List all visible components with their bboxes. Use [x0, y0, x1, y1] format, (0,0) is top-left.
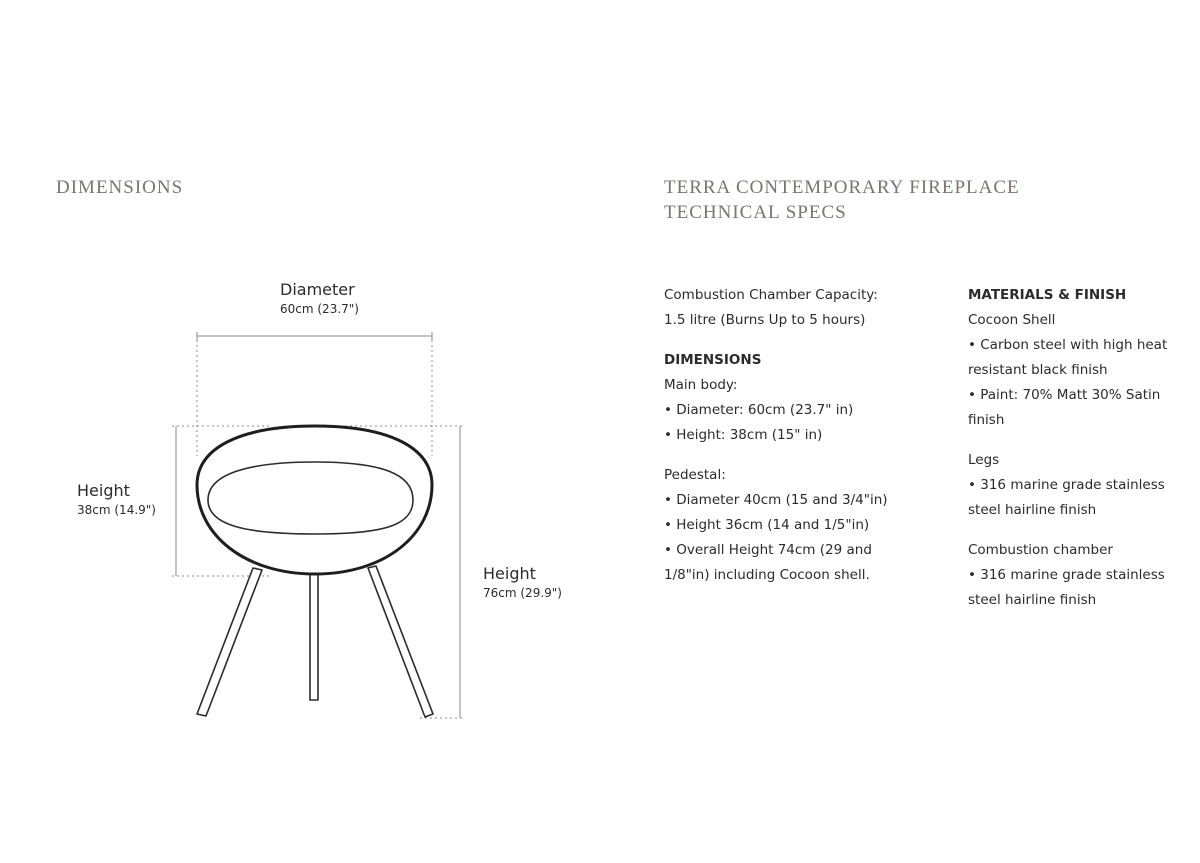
pedestal-title: Pedestal:	[664, 467, 726, 483]
shell-height-label	[77, 481, 156, 517]
legs-title: Legs	[968, 452, 1000, 468]
capacity-value: 1.5 litre (Burns Up to 5 hours)	[664, 312, 866, 328]
main-body-height: • Height: 38cm (15" in)	[664, 427, 823, 443]
diameter-value: 60cm (23.7")	[280, 302, 359, 316]
specs-left-column	[664, 283, 909, 588]
dimensions-title: DIMENSIONS	[664, 352, 762, 368]
legs	[197, 566, 433, 717]
overall-height-title: Height	[483, 564, 536, 583]
legs-item-cont: steel hairline finish	[968, 502, 1097, 518]
specs-heading-line2: TECHNICAL SPECS	[664, 202, 847, 223]
dimension-diagram	[0, 270, 620, 740]
overall-height-value: 76cm (29.9")	[483, 586, 562, 600]
cocoon-item-1: • Carbon steel with high heat	[968, 337, 1168, 353]
cocoon-title: Cocoon Shell	[968, 312, 1056, 328]
specs-heading-line1: TERRA CONTEMPORARY FIREPLACE	[664, 177, 1020, 198]
capacity-label: Combustion Chamber Capacity:	[664, 287, 878, 303]
diameter-label	[280, 280, 359, 316]
shell-height-value: 38cm (14.9")	[77, 503, 156, 517]
pedestal-height: • Height 36cm (14 and 1/5"in)	[664, 517, 870, 533]
materials-title: MATERIALS & FINISH	[968, 287, 1127, 303]
overall-height-label	[483, 564, 562, 600]
pedestal-overall-height-cont: 1/8"in) including Cocoon shell.	[664, 567, 870, 583]
cocoon-item-2-cont: finish	[968, 412, 1005, 428]
shell-height-title: Height	[77, 481, 130, 500]
chamber-title: Combustion chamber	[968, 542, 1113, 558]
pedestal-overall-height: • Overall Height 74cm (29 and	[664, 542, 872, 558]
legs-item: • 316 marine grade stainless	[968, 477, 1165, 493]
specs-right-column	[968, 283, 1178, 613]
cocoon-shell	[197, 426, 432, 574]
chamber-item-cont: steel hairline finish	[968, 592, 1097, 608]
cocoon-item-1-cont: resistant black finish	[968, 362, 1108, 378]
specs-heading	[664, 175, 1020, 225]
dimensions-heading: DIMENSIONS	[56, 177, 184, 198]
main-body-title: Main body:	[664, 377, 738, 393]
cocoon-item-2: • Paint: 70% Matt 30% Satin	[968, 387, 1161, 403]
diameter-title: Diameter	[280, 280, 355, 299]
main-body-diameter: • Diameter: 60cm (23.7" in)	[664, 402, 854, 418]
pedestal-diameter: • Diameter 40cm (15 and 3/4"in)	[664, 492, 888, 508]
chamber-item: • 316 marine grade stainless	[968, 567, 1165, 583]
